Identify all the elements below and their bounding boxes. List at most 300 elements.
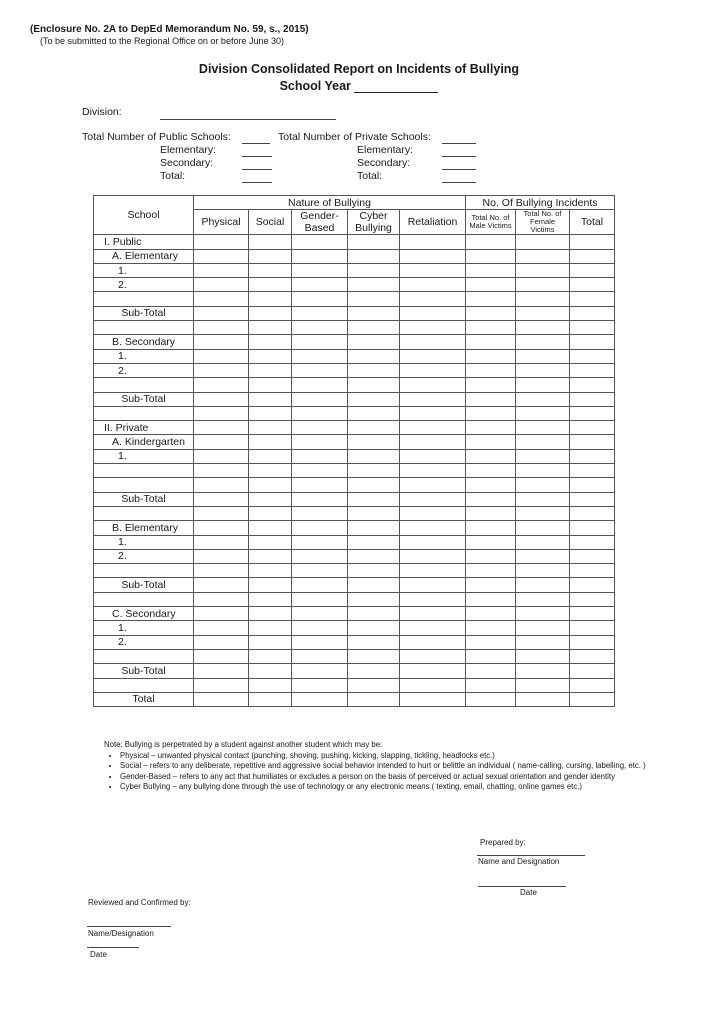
data-cell[interactable]	[570, 678, 615, 692]
data-cell[interactable]	[348, 592, 400, 606]
data-cell[interactable]	[194, 592, 249, 606]
data-cell[interactable]	[466, 263, 516, 277]
data-cell[interactable]	[249, 478, 292, 492]
data-cell[interactable]	[194, 506, 249, 520]
data-cell[interactable]	[570, 578, 615, 592]
data-cell[interactable]	[466, 578, 516, 592]
data-cell[interactable]	[194, 249, 249, 263]
data-cell[interactable]	[400, 335, 466, 349]
data-cell[interactable]	[400, 378, 466, 392]
data-cell[interactable]	[400, 592, 466, 606]
data-cell[interactable]	[400, 349, 466, 363]
row-label: 1.	[94, 535, 194, 549]
data-cell[interactable]	[570, 692, 615, 706]
row-label	[94, 321, 194, 335]
row-label: A. Elementary	[94, 249, 194, 263]
data-cell[interactable]	[348, 564, 400, 578]
data-cell[interactable]	[348, 492, 400, 506]
data-cell[interactable]	[466, 449, 516, 463]
data-cell[interactable]	[466, 621, 516, 635]
data-cell[interactable]	[466, 664, 516, 678]
data-cell[interactable]	[292, 607, 348, 621]
data-cell[interactable]	[466, 435, 516, 449]
data-cell[interactable]	[570, 235, 615, 249]
data-cell[interactable]	[570, 421, 615, 435]
data-cell[interactable]	[194, 564, 249, 578]
data-cell[interactable]	[516, 306, 570, 320]
data-cell[interactable]	[292, 578, 348, 592]
row-private-elementary	[94, 521, 615, 535]
data-cell[interactable]	[400, 435, 466, 449]
data-cell[interactable]	[570, 492, 615, 506]
data-cell[interactable]	[516, 621, 570, 635]
row-public-elementary-subtotal	[94, 306, 615, 320]
data-cell[interactable]	[194, 406, 249, 420]
data-cell[interactable]	[249, 263, 292, 277]
data-cell[interactable]	[516, 392, 570, 406]
data-cell[interactable]	[292, 263, 348, 277]
data-cell[interactable]	[292, 592, 348, 606]
row-blank	[94, 464, 615, 478]
data-cell[interactable]	[292, 392, 348, 406]
data-cell[interactable]	[516, 435, 570, 449]
data-cell[interactable]	[249, 692, 292, 706]
col-cyber-bullying: Cyber Bullying	[348, 210, 400, 235]
data-cell[interactable]	[400, 678, 466, 692]
data-cell[interactable]	[516, 578, 570, 592]
data-cell[interactable]	[516, 263, 570, 277]
data-cell[interactable]	[466, 306, 516, 320]
data-cell[interactable]	[466, 492, 516, 506]
data-cell[interactable]	[194, 235, 249, 249]
data-cell[interactable]	[194, 521, 249, 535]
data-cell[interactable]	[516, 506, 570, 520]
data-cell[interactable]	[348, 549, 400, 563]
private-secondary-blank[interactable]	[442, 169, 476, 170]
data-cell[interactable]	[348, 449, 400, 463]
data-cell[interactable]	[249, 292, 292, 306]
data-cell[interactable]	[249, 421, 292, 435]
data-cell[interactable]	[516, 321, 570, 335]
data-cell[interactable]	[516, 249, 570, 263]
data-cell[interactable]	[516, 363, 570, 377]
data-cell[interactable]	[400, 392, 466, 406]
row-label: II. Private	[94, 421, 194, 435]
data-cell[interactable]	[516, 464, 570, 478]
data-cell[interactable]	[348, 635, 400, 649]
data-cell[interactable]	[570, 292, 615, 306]
data-cell[interactable]	[292, 421, 348, 435]
data-cell[interactable]	[348, 678, 400, 692]
data-cell[interactable]	[292, 235, 348, 249]
data-cell[interactable]	[249, 535, 292, 549]
data-cell[interactable]	[570, 335, 615, 349]
division-blank[interactable]	[160, 119, 336, 120]
data-cell[interactable]	[249, 278, 292, 292]
row-private-secondary	[94, 607, 615, 621]
data-cell[interactable]	[194, 363, 249, 377]
data-cell[interactable]	[570, 592, 615, 606]
data-cell[interactable]	[249, 521, 292, 535]
data-cell[interactable]	[292, 621, 348, 635]
data-cell[interactable]	[194, 621, 249, 635]
data-cell[interactable]	[400, 506, 466, 520]
data-cell[interactable]	[194, 392, 249, 406]
data-cell[interactable]	[570, 635, 615, 649]
data-cell[interactable]	[400, 249, 466, 263]
data-cell[interactable]	[348, 392, 400, 406]
data-cell[interactable]	[249, 564, 292, 578]
data-cell[interactable]	[249, 406, 292, 420]
data-cell[interactable]	[400, 564, 466, 578]
data-cell[interactable]	[570, 549, 615, 563]
data-cell[interactable]	[570, 649, 615, 663]
data-cell[interactable]	[348, 607, 400, 621]
data-cell[interactable]	[466, 607, 516, 621]
data-cell[interactable]	[570, 464, 615, 478]
data-cell[interactable]	[516, 335, 570, 349]
row-label	[94, 564, 194, 578]
data-cell[interactable]	[466, 378, 516, 392]
data-cell[interactable]	[348, 649, 400, 663]
data-cell[interactable]	[249, 506, 292, 520]
data-cell[interactable]	[348, 363, 400, 377]
data-cell[interactable]	[348, 521, 400, 535]
data-cell[interactable]	[516, 564, 570, 578]
data-cell[interactable]	[400, 635, 466, 649]
data-cell[interactable]	[194, 292, 249, 306]
data-cell[interactable]	[194, 649, 249, 663]
data-cell[interactable]	[292, 292, 348, 306]
data-cell[interactable]	[570, 435, 615, 449]
data-cell[interactable]	[249, 492, 292, 506]
data-cell[interactable]	[348, 278, 400, 292]
data-cell[interactable]	[570, 406, 615, 420]
data-cell[interactable]	[570, 506, 615, 520]
data-cell[interactable]	[400, 406, 466, 420]
data-cell[interactable]	[249, 321, 292, 335]
data-cell[interactable]	[194, 421, 249, 435]
data-cell[interactable]	[194, 578, 249, 592]
data-cell[interactable]	[249, 449, 292, 463]
reviewed-name-line[interactable]	[87, 926, 171, 927]
data-cell[interactable]	[348, 235, 400, 249]
data-cell[interactable]	[292, 449, 348, 463]
data-cell[interactable]	[570, 321, 615, 335]
data-cell[interactable]	[292, 249, 348, 263]
data-cell[interactable]	[292, 649, 348, 663]
data-cell[interactable]	[348, 349, 400, 363]
data-cell[interactable]	[400, 607, 466, 621]
row-public-secondary	[94, 335, 615, 349]
data-cell[interactable]	[292, 635, 348, 649]
data-cell[interactable]	[292, 278, 348, 292]
data-cell[interactable]	[292, 506, 348, 520]
data-cell[interactable]	[516, 278, 570, 292]
data-cell[interactable]	[249, 607, 292, 621]
data-cell[interactable]	[466, 321, 516, 335]
data-cell[interactable]	[570, 249, 615, 263]
data-cell[interactable]	[466, 678, 516, 692]
data-cell[interactable]	[516, 592, 570, 606]
data-cell[interactable]	[249, 435, 292, 449]
data-cell[interactable]	[292, 306, 348, 320]
data-cell[interactable]	[570, 535, 615, 549]
data-cell[interactable]	[348, 621, 400, 635]
data-cell[interactable]	[249, 306, 292, 320]
data-cell[interactable]	[292, 664, 348, 678]
data-cell[interactable]	[516, 292, 570, 306]
row-label	[94, 649, 194, 663]
data-cell[interactable]	[194, 607, 249, 621]
row-blank	[94, 321, 615, 335]
data-cell[interactable]	[466, 363, 516, 377]
data-cell[interactable]	[348, 292, 400, 306]
data-cell[interactable]	[194, 378, 249, 392]
public-secondary-blank[interactable]	[242, 169, 272, 170]
data-cell[interactable]	[194, 349, 249, 363]
data-cell[interactable]	[466, 692, 516, 706]
data-cell[interactable]	[194, 464, 249, 478]
data-cell[interactable]	[249, 335, 292, 349]
data-cell[interactable]	[194, 535, 249, 549]
data-cell[interactable]	[516, 692, 570, 706]
data-cell[interactable]	[400, 521, 466, 535]
data-cell[interactable]	[466, 249, 516, 263]
data-cell[interactable]	[516, 378, 570, 392]
data-cell[interactable]	[292, 564, 348, 578]
data-cell[interactable]	[292, 535, 348, 549]
data-cell[interactable]	[466, 635, 516, 649]
data-cell[interactable]	[570, 349, 615, 363]
data-cell[interactable]	[292, 549, 348, 563]
data-cell[interactable]	[570, 278, 615, 292]
data-cell[interactable]	[292, 464, 348, 478]
data-cell[interactable]	[466, 549, 516, 563]
data-cell[interactable]	[516, 664, 570, 678]
data-cell[interactable]	[194, 478, 249, 492]
data-cell[interactable]	[194, 664, 249, 678]
data-cell[interactable]	[516, 449, 570, 463]
data-cell[interactable]	[570, 607, 615, 621]
data-cell[interactable]	[292, 521, 348, 535]
data-cell[interactable]	[400, 421, 466, 435]
row-private-elementary-2	[94, 549, 615, 563]
data-cell[interactable]	[194, 278, 249, 292]
data-cell[interactable]	[570, 392, 615, 406]
data-cell[interactable]	[400, 549, 466, 563]
data-cell[interactable]	[400, 449, 466, 463]
data-cell[interactable]	[348, 335, 400, 349]
data-cell[interactable]	[249, 578, 292, 592]
data-cell[interactable]	[348, 249, 400, 263]
public-elementary-label: Elementary:	[160, 144, 217, 156]
data-cell[interactable]	[516, 421, 570, 435]
data-cell[interactable]	[400, 363, 466, 377]
reviewed-date-label: Date	[90, 950, 107, 959]
data-cell[interactable]	[400, 692, 466, 706]
data-cell[interactable]	[249, 464, 292, 478]
data-cell[interactable]	[292, 349, 348, 363]
data-cell[interactable]	[570, 621, 615, 635]
data-cell[interactable]	[249, 549, 292, 563]
data-cell[interactable]	[570, 521, 615, 535]
data-cell[interactable]	[348, 321, 400, 335]
data-cell[interactable]	[348, 478, 400, 492]
data-cell[interactable]	[466, 478, 516, 492]
data-cell[interactable]	[348, 378, 400, 392]
data-cell[interactable]	[516, 549, 570, 563]
notes-intro: Note: Bullying is perpetrated by a student against another student which may be:	[104, 740, 383, 749]
data-cell[interactable]	[249, 592, 292, 606]
private-elementary-blank[interactable]	[442, 156, 476, 157]
data-cell[interactable]	[249, 649, 292, 663]
data-cell[interactable]	[466, 564, 516, 578]
data-cell[interactable]	[400, 492, 466, 506]
data-cell[interactable]	[194, 692, 249, 706]
data-cell[interactable]	[466, 392, 516, 406]
row-label: Total	[94, 692, 194, 706]
data-cell[interactable]	[249, 392, 292, 406]
data-cell[interactable]	[194, 635, 249, 649]
data-cell[interactable]	[466, 521, 516, 535]
public-elementary-blank[interactable]	[242, 156, 272, 157]
reviewed-date-line[interactable]	[87, 947, 139, 948]
data-cell[interactable]	[194, 306, 249, 320]
data-cell[interactable]	[466, 292, 516, 306]
data-cell[interactable]	[249, 635, 292, 649]
data-cell[interactable]	[292, 321, 348, 335]
data-cell[interactable]	[348, 435, 400, 449]
data-cell[interactable]	[194, 678, 249, 692]
note-social: • Social – refers to any deliberate, repetitive and aggressive social behavior intended to hurt or belittle an individual ( name-calling, cursing, labelling, etc. )	[120, 761, 664, 772]
data-cell[interactable]	[570, 363, 615, 377]
data-cell[interactable]	[292, 406, 348, 420]
data-cell[interactable]	[348, 306, 400, 320]
data-cell[interactable]	[570, 478, 615, 492]
data-cell[interactable]	[348, 406, 400, 420]
data-cell[interactable]	[400, 649, 466, 663]
data-cell[interactable]	[348, 263, 400, 277]
data-cell[interactable]	[516, 678, 570, 692]
row-label: 2.	[94, 635, 194, 649]
data-cell[interactable]	[466, 506, 516, 520]
data-cell[interactable]	[249, 664, 292, 678]
data-cell[interactable]	[466, 421, 516, 435]
data-cell[interactable]	[292, 435, 348, 449]
data-cell[interactable]	[466, 592, 516, 606]
data-cell[interactable]	[400, 306, 466, 320]
data-cell[interactable]	[466, 464, 516, 478]
data-cell[interactable]	[400, 478, 466, 492]
data-cell[interactable]	[466, 535, 516, 549]
data-cell[interactable]	[516, 635, 570, 649]
data-cell[interactable]	[516, 478, 570, 492]
data-cell[interactable]	[292, 335, 348, 349]
data-cell[interactable]	[466, 278, 516, 292]
data-cell[interactable]	[570, 378, 615, 392]
data-cell[interactable]	[400, 235, 466, 249]
data-cell[interactable]	[249, 363, 292, 377]
data-cell[interactable]	[400, 464, 466, 478]
data-cell[interactable]	[400, 321, 466, 335]
data-cell[interactable]	[348, 692, 400, 706]
data-cell[interactable]	[400, 292, 466, 306]
prepared-name-line[interactable]	[477, 855, 585, 856]
data-cell[interactable]	[348, 506, 400, 520]
data-cell[interactable]	[194, 263, 249, 277]
data-cell[interactable]	[516, 535, 570, 549]
data-cell[interactable]	[348, 535, 400, 549]
data-cell[interactable]	[400, 535, 466, 549]
data-cell[interactable]	[466, 349, 516, 363]
data-cell[interactable]	[292, 678, 348, 692]
data-cell[interactable]	[249, 235, 292, 249]
data-cell[interactable]	[400, 278, 466, 292]
row-label: Sub-Total	[94, 392, 194, 406]
data-cell[interactable]	[516, 521, 570, 535]
private-schools-blank[interactable]	[442, 143, 476, 144]
data-cell[interactable]	[348, 664, 400, 678]
data-cell[interactable]	[516, 492, 570, 506]
school-year-blank[interactable]	[354, 80, 438, 93]
data-cell[interactable]	[249, 678, 292, 692]
data-cell[interactable]	[400, 263, 466, 277]
data-cell[interactable]	[516, 649, 570, 663]
data-cell[interactable]	[194, 492, 249, 506]
private-total-blank[interactable]	[442, 182, 476, 183]
data-cell[interactable]	[400, 578, 466, 592]
data-cell[interactable]	[249, 249, 292, 263]
prepared-date-line[interactable]	[478, 886, 566, 887]
data-cell[interactable]	[466, 335, 516, 349]
data-cell[interactable]	[194, 449, 249, 463]
data-cell[interactable]	[348, 421, 400, 435]
data-cell[interactable]	[570, 564, 615, 578]
data-cell[interactable]	[400, 621, 466, 635]
data-cell[interactable]	[194, 549, 249, 563]
data-cell[interactable]	[466, 235, 516, 249]
data-cell[interactable]	[516, 349, 570, 363]
data-cell[interactable]	[348, 578, 400, 592]
data-cell[interactable]	[466, 406, 516, 420]
data-cell[interactable]	[292, 492, 348, 506]
data-cell[interactable]	[348, 464, 400, 478]
data-cell[interactable]	[516, 607, 570, 621]
data-cell[interactable]	[400, 664, 466, 678]
data-cell[interactable]	[570, 449, 615, 463]
data-cell[interactable]	[292, 363, 348, 377]
data-cell[interactable]	[194, 335, 249, 349]
data-cell[interactable]	[516, 235, 570, 249]
data-cell[interactable]	[249, 378, 292, 392]
data-cell[interactable]	[570, 306, 615, 320]
row-private-elementary-1	[94, 535, 615, 549]
data-cell[interactable]	[292, 378, 348, 392]
data-cell[interactable]	[292, 478, 348, 492]
public-total-blank[interactable]	[242, 182, 272, 183]
public-schools-blank[interactable]	[242, 143, 270, 144]
data-cell[interactable]	[194, 435, 249, 449]
data-cell[interactable]	[516, 406, 570, 420]
data-cell[interactable]	[466, 649, 516, 663]
data-cell[interactable]	[570, 664, 615, 678]
data-cell[interactable]	[292, 692, 348, 706]
data-cell[interactable]	[570, 263, 615, 277]
data-cell[interactable]	[249, 621, 292, 635]
data-cell[interactable]	[194, 321, 249, 335]
data-cell[interactable]	[249, 349, 292, 363]
